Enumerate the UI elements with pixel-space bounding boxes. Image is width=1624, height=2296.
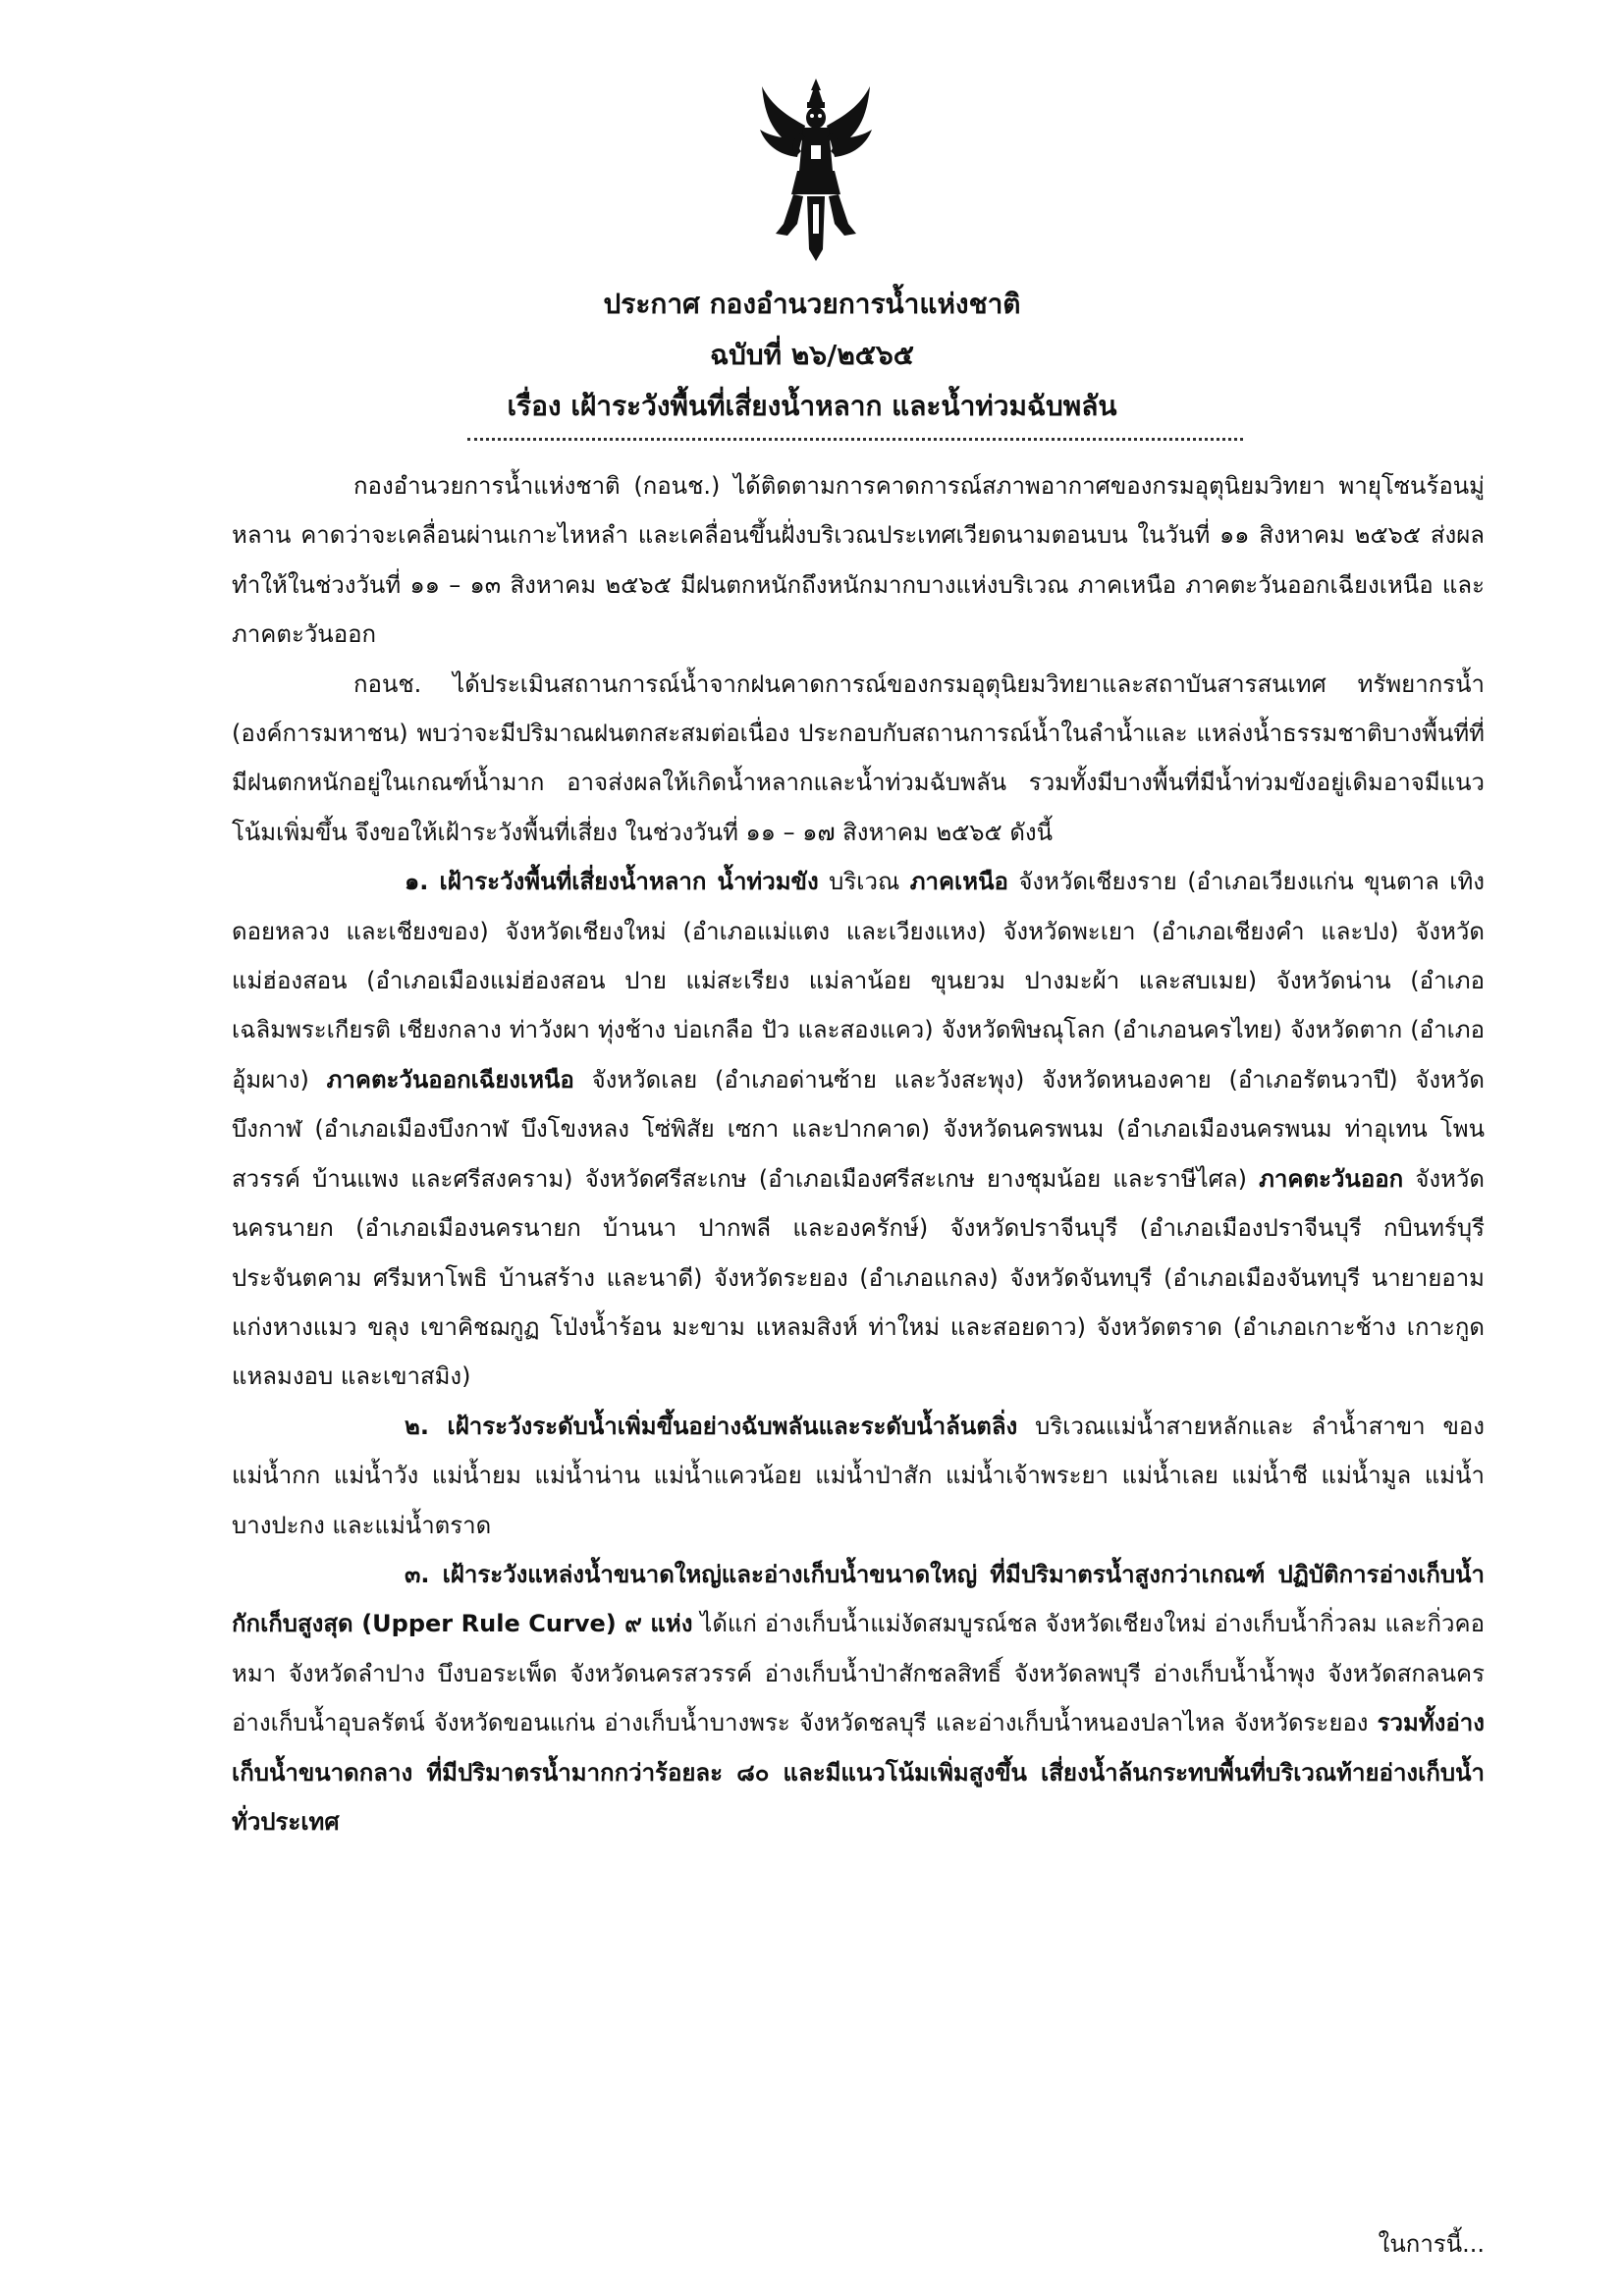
continued-marker: ในการนี้...: [1378, 2230, 1485, 2258]
region-north: ภาคเหนือ: [909, 868, 1008, 896]
announcement-title: ประกาศ กองอำนวยการน้ำแห่งชาติ: [603, 288, 1021, 320]
region-east: ภาคตะวันออก: [1259, 1164, 1404, 1193]
announcement-subject: เรื่อง เฝ้าระวังพื้นที่เสี่ยงน้ำหลาก และน้ำท่วมฉับพลัน: [507, 390, 1117, 422]
item-3-text: ได้แก่ อ่างเก็บน้ำแม่งัดสมบูรณ์ชล จังหวัดเชียงใหม่ อ่างเก็บน้ำกิ่วลม และกิ่วคอหมา จังหวัดลำปาง บึงบอระเพ็ด จังหวัดนครสวรรค์ อ่างเก็บน้ำป่าสักชลสิทธิ์ จังหวัดลพบุรี อ่างเก็บน้ำน้ำพุง จังหวัดสกลนคร อ่างเก็บน้ำอุบลรัตน์ จังหวัดขอนแก่น อ่างเก็บน้ำบางพระ จังหวัดชลบุรี และอ่างเก็บน้ำหนองปลาไหล จังหวัดระยอง: [232, 1610, 1485, 1737]
paragraph-item-3: [232, 1550, 1485, 1846]
item-1-text-d: จังหวัดนครนายก (อำเภอเมืองนครนายก บ้านนา ปากพลี และองครักษ์) จังหวัดปราจีนบุรี (อำเภอเมืองปราจีนบุรี กบินทร์บุรี ประจันตคาม ศรีมหาโพธิ บ้านสร้าง และนาดี) จังหวัดระยอง (อำเภอแกลง) จังหวัดจันทบุรี (อำเภอเมืองจันทบุรี นายายอาม แก่งหางแมว ขลุง เขาคิชฌกูฏ โป่งน้ำร้อน มะขาม แหลมสิงห์ ท่าใหม่ และสอยดาว) จังหวัดตราด (อำเภอเกาะช้าง เกาะกูด แหลมงอบ และเขาสมิง): [232, 1164, 1485, 1391]
paragraph-intro-assessment: กอนช. ได้ประเมินสถานการณ์น้ำจากฝนคาดการณ์ของกรมอุตุนิยมวิทยาและสถาบันสารสนเทศ ทรัพยากรน้ำ (องค์การมหาชน) พบว่าจะมีปริมาณฝนตกสะสมต่อเนื่อง ประกอบกับสถานการณ์น้ำในลำน้ำและ แหล่งน้ำธรรมชาติบางพื้นที่ที่มีฝนตกหนักอยู่ในเกณฑ์น้ำมาก อาจส่งผลให้เกิดน้ำหลากและน้ำท่วมฉับพลัน รวมทั้งมีบางพื้นที่มีน้ำท่วมขังอยู่เดิมอาจมีแนวโน้มเพิ่มขึ้น จึงขอให้เฝ้าระวังพื้นที่เสี่ยง ในช่วงวันที่ ๑๑ – ๑๗ สิงหาคม ๒๕๖๕ ดังนี้: [232, 669, 1485, 846]
paragraph-item-1: [232, 857, 1485, 1401]
item-1-text-c: จังหวัดเลย (อำเภอด่านซ้าย และวังสะพุง) จังหวัดหนองคาย (อำเภอรัตนวาปี) จังหวัดบึงกาฬ (อำเภอเมืองบึงกาฬ บึงโขงหลง โซ่พิสัย เซกา และปากคาด) จังหวัดนครพนม (อำเภอเมืองนครพนม ท่าอุเทน โพนสวรรค์ บ้านแพง และศรีสงคราม) จังหวัดศรีสะเกษ (อำเภอเมืองศรีสะเกษ ยางชุมน้อย และราษีไศล): [232, 1065, 1485, 1193]
region-northeast: ภาคตะวันออกเฉียงเหนือ: [326, 1065, 574, 1094]
item-3-emphasis: รวมทั้งอ่างเก็บน้ำขนาดกลาง ที่มีปริมาตรน้ำมากกว่าร้อยละ ๘๐ และมีแนวโน้มเพิ่มสูงขึ้น เสี่ยงน้ำล้นกระทบพื้นที่บริเวณท้ายอ่างเก็บน้ำ ทั่วประเทศ: [232, 1709, 1485, 1836]
item-1-text-a: บริเวณ: [818, 868, 910, 896]
paragraph-item-2: [232, 1402, 1485, 1550]
dotted-divider: [467, 438, 1243, 441]
item-3-heading: ๓. เฝ้าระวังแหล่งน้ำขนาดใหญ่และอ่างเก็บน้ำขนาดใหญ่ ที่มีปริมาตรน้ำสูงกว่าเกณฑ์ ปฏิบัติการอ่างเก็บน้ำกักเก็บสูงสุด (Upper Rule Curve) ๙ แห่ง: [232, 1560, 1485, 1638]
announcement-issue-number: ฉบับที่ ๒๖/๒๕๖๕: [710, 339, 914, 371]
item-1-heading: ๑. เฝ้าระวังพื้นที่เสี่ยงน้ำหลาก น้ำท่วมขัง: [405, 868, 819, 896]
paragraph-intro-forecast: กองอำนวยการน้ำแห่งชาติ (กอนช.) ได้ติดตามการคาดการณ์สภาพอากาศของกรมอุตุนิยมวิทยา พายุโซนร้อนมู่หลาน คาดว่าจะเคลื่อนผ่านเกาะไหหลำ และเคลื่อนขึ้นฝั่งบริเวณประเทศเวียดนามตอนบน ในวันที่ ๑๑ สิงหาคม ๒๕๖๕ ส่งผลทำให้ในช่วงวันที่ ๑๑ – ๑๓ สิงหาคม ๒๕๖๕ มีฝนตกหนักถึงหนักมากบางแห่งบริเวณ ภาคเหนือ ภาคตะวันออกเฉียงเหนือ และภาคตะวันออก: [232, 472, 1485, 649]
garuda-emblem-icon: [758, 77, 874, 263]
item-2-heading: ๒. เฝ้าระวังระดับน้ำเพิ่มขึ้นอย่างฉับพลันและระดับน้ำล้นตลิ่ง: [405, 1412, 1018, 1440]
item-1-text-b: จังหวัดเชียงราย (อำเภอเวียงแก่น ขุนตาล เทิง ดอยหลวง และเชียงของ) จังหวัดเชียงใหม่ (อำเภอแม่แตง และเวียงแหง) จังหวัดพะเยา (อำเภอเชียงคำ และปง) จังหวัดแม่ฮ่องสอน (อำเภอเมืองแม่ฮ่องสอน ปาย แม่สะเรียง แม่ลาน้อย ขุนยวม ปางมะผ้า และสบเมย) จังหวัดน่าน (อำเภอเฉลิมพระเกียรติ เชียงกลาง ท่าวังผา ทุ่งช้าง บ่อเกลือ ปัว และสองแคว) จังหวัดพิษณุโลก (อำเภอนครไทย) จังหวัดตาก (อำเภออุ้มผาง): [232, 868, 1485, 1094]
item-2-text: บริเวณแม่น้ำสายหลักและ ลำน้ำสาขา ของแม่น้ำกก แม่น้ำวัง แม่น้ำยม แม่น้ำน่าน แม่น้ำแควน้อย แม่น้ำป่าสัก แม่น้ำเจ้าพระยา แม่น้ำเลย แม่น้ำชี แม่น้ำมูล แม่น้ำบางปะกง และแม่น้ำตราด: [232, 1412, 1485, 1539]
announcement-body: [232, 461, 1485, 1846]
